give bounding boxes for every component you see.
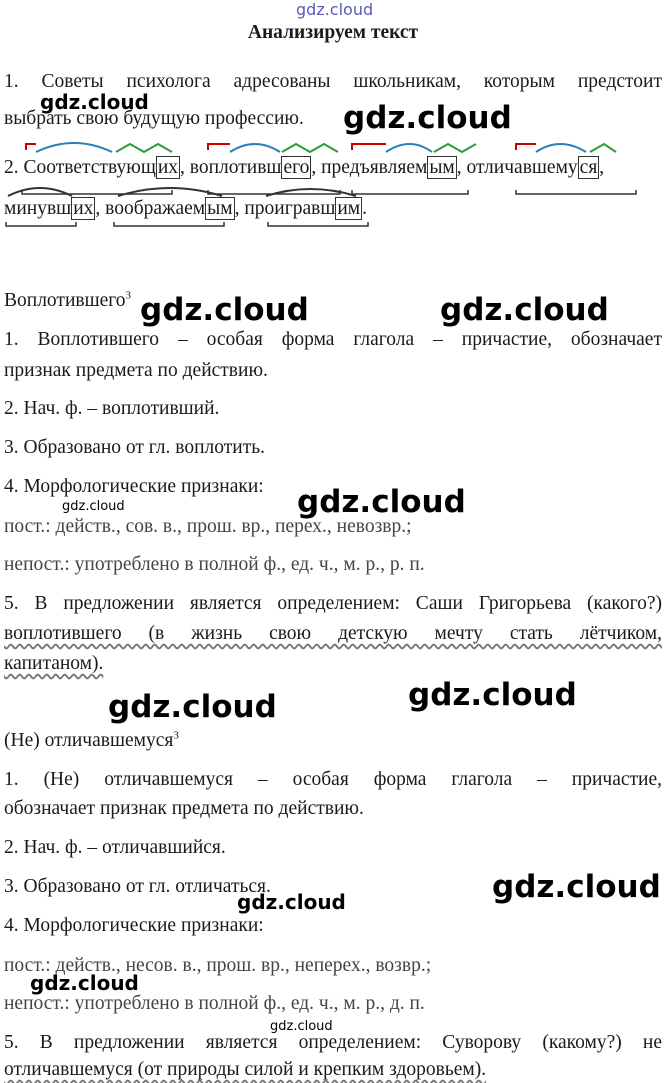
watermark: gdz.cloud xyxy=(440,292,609,328)
participle-word: проигравш им . xyxy=(244,198,368,219)
analysis1-p1-line1: 1. Воплотившего – особая форма глагола – причастие, обозначает xyxy=(4,329,662,350)
watermark: gdz.cloud xyxy=(408,677,577,713)
task1-line2: выбрать свою будущую профессию. xyxy=(4,108,304,129)
analysis2-p2: 2. Нач. ф. – отличавшийся. xyxy=(4,837,226,858)
watermark-top: gdz.cloud xyxy=(296,0,374,19)
analysis1-p3: 3. Образовано от гл. воплотить. xyxy=(4,437,266,458)
analysis2-p4-const: пост.: действ., несов. в., прош. вр., неперех., возвр.; xyxy=(4,955,432,976)
watermark: gdz.cloud xyxy=(30,971,139,995)
task2-line2 xyxy=(4,197,367,221)
watermark: gdz.cloud xyxy=(62,499,125,514)
task1-line1: 1. Советы психолога адресованы школьникам, которым предстоит xyxy=(4,71,662,92)
analysis1-p4: 4. Морфологические признаки: xyxy=(4,476,264,497)
task2-line1 xyxy=(4,156,604,180)
watermark: gdz.cloud xyxy=(140,292,309,328)
analysis1-p5-line3: капитаном). xyxy=(4,653,104,674)
watermark: gdz.cloud xyxy=(297,484,466,520)
watermark: gdz.cloud xyxy=(40,90,149,114)
analysis2-p5-line2: отличавшемуся (от природы силой и крепким здоровьем). xyxy=(4,1059,487,1080)
participle-word: воображаем ым , xyxy=(105,198,240,219)
participle-word: минувш их , xyxy=(4,198,101,219)
analysis1-p4-const: пост.: действ., сов. в., прош. вр., перех., невозвр.; xyxy=(4,516,412,537)
analysis1-p5-line1: 5. В предложении является определением: Саши Григорьева (какого?) xyxy=(4,593,662,614)
analysis1-p4-var: непост.: употреблено в полной ф., ед. ч., м. р., р. п. xyxy=(4,554,425,575)
ending-box: его xyxy=(283,157,310,178)
analysis1-p5-line2: воплотившего (в жизнь свою детскую мечту стать лётчиком, xyxy=(4,623,662,644)
watermark: gdz.cloud xyxy=(237,890,346,914)
ending-box: их xyxy=(73,198,94,219)
ending-box: им xyxy=(337,198,361,219)
participle-word: воплотивш его , xyxy=(189,157,317,178)
task2-prefix: 2. xyxy=(4,157,19,178)
participle-word: предъявляем ым , xyxy=(321,157,462,178)
analysis1-p1-line2: признак предмета по действию. xyxy=(4,360,268,381)
watermark: gdz.cloud xyxy=(492,869,661,905)
ending-box: их xyxy=(157,157,179,178)
analysis2-p4: 4. Морфологические признаки: xyxy=(4,915,264,936)
analysis1-p2: 2. Нач. ф. – воплотивший. xyxy=(4,398,220,419)
analysis1-heading: Воплотившего$^3$ xyxy=(4,289,132,311)
page-title: Анализируем текст xyxy=(247,22,419,43)
analysis2-heading: (Не) отличавшемуся$^3$ xyxy=(4,729,179,751)
analysis2-p3: 3. Образовано от гл. отличаться. xyxy=(4,876,271,897)
analysis2-p5-line1: 5. В предложении является определением: Суворову (какому?) не xyxy=(4,1032,662,1053)
participle-word: отличавшему ся , xyxy=(466,157,605,178)
watermark: gdz.cloud xyxy=(108,689,277,725)
analysis2-p1-line1: 1. (Не) отличавшемуся – особая форма глагола – причастие, xyxy=(4,769,662,790)
ending-box: ым xyxy=(429,157,455,178)
analysis2-p4-var: непост.: употреблено в полной ф., ед. ч., м. р., д. п. xyxy=(4,993,425,1014)
ending-box: ся xyxy=(579,157,598,178)
ending-box: ым xyxy=(207,198,233,219)
watermark: gdz.cloud xyxy=(270,1019,333,1034)
analysis2-p1-line2: обозначает признак предмета по действию. xyxy=(4,798,364,819)
participle-word: Соответствующ их , xyxy=(23,157,185,178)
watermark: gdz.cloud xyxy=(343,100,512,136)
